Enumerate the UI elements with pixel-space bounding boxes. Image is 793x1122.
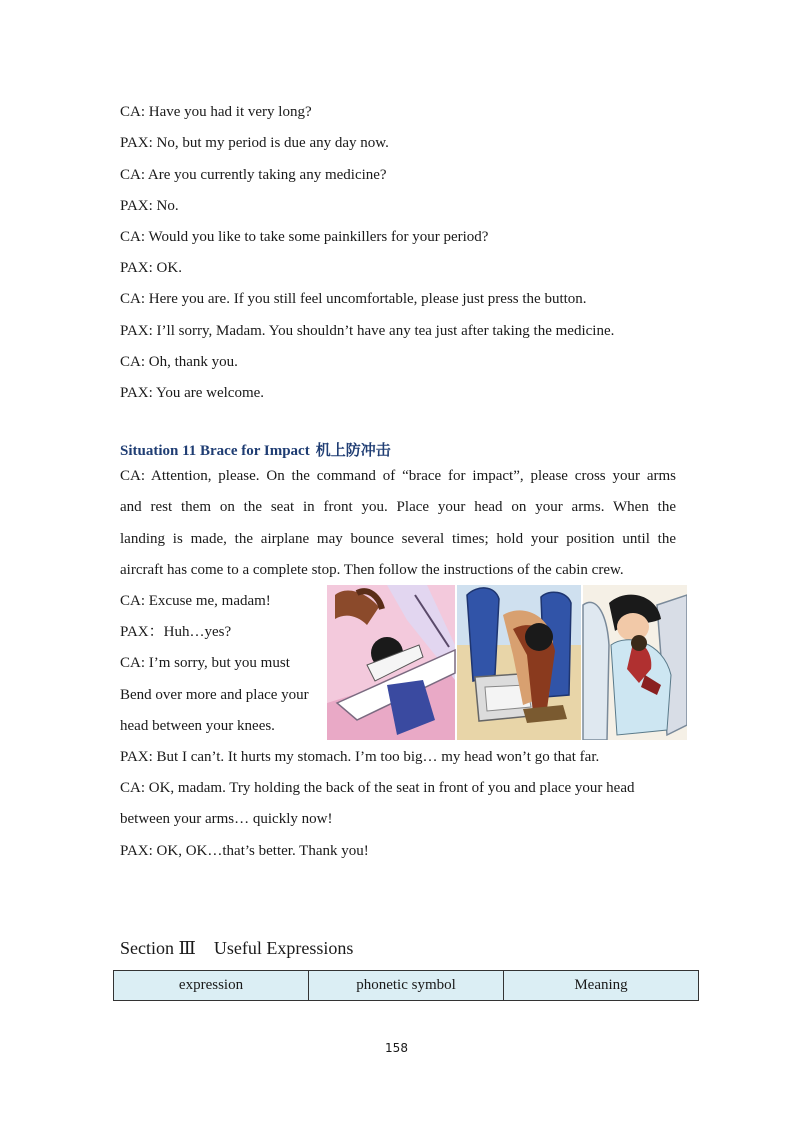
section-title: Useful Expressions — [213, 938, 354, 958]
dialogue-line: CA: Would you like to take some painkillers for your period? — [120, 229, 489, 245]
dialogue-line: PAX: I’ll sorry, Madam. You shouldn’t have any tea just after taking the medicine. — [120, 323, 615, 339]
dialogue-line: CA: Excuse me, madam! — [120, 593, 271, 609]
situation-title-cn: 机上防冲击 — [315, 441, 391, 459]
announcement-line: landing is made, the airplane may bounce several times; hold your position until the — [120, 531, 676, 547]
dialogue-line: CA: OK, madam. Try holding the back of the seat in front of you and place your head — [120, 780, 635, 796]
dialogue-line: PAX: You are welcome. — [120, 385, 265, 401]
brace-panel-bend-forward — [457, 585, 581, 740]
header-meaning: Meaning — [504, 971, 699, 1001]
dialogue-line: CA: Have you had it very long? — [120, 104, 312, 120]
dialogue-line: CA: Here you are. If you still feel uncomfortable, please just press the button. — [120, 291, 587, 307]
dialogue-line: PAX: But I can’t. It hurts my stomach. I’m too big… my head won’t go that far. — [120, 749, 600, 765]
dialogue-line: PAX：Huh…yes? — [120, 624, 232, 640]
dialogue-line: CA: Oh, thank you. — [120, 354, 238, 370]
page-number: 158 — [385, 1041, 408, 1055]
expressions-table — [113, 970, 699, 1001]
announcement-line: CA: Attention, please. On the command of “brace for impact”, please cross your arms — [120, 468, 676, 484]
brace-position-illustration — [327, 585, 687, 740]
announcement-line: and rest them on the seat in front you. Place your head on your arms. When the — [120, 499, 676, 515]
announcement-line: aircraft has come to a complete stop. Then follow the instructions of the cabin crew. — [120, 562, 624, 578]
dialogue-line: PAX: No. — [120, 198, 179, 214]
situation-title: Situation 11 Brace for Impact — [120, 443, 310, 459]
situation-heading — [120, 439, 391, 460]
dialogue-line: CA: Are you currently taking any medicine? — [120, 167, 387, 183]
header-expression: expression — [114, 971, 309, 1001]
section-heading — [120, 938, 353, 959]
dialogue-line: PAX: No, but my period is due any day now. — [120, 135, 389, 151]
dialogue-line: between your arms… quickly now! — [120, 811, 333, 827]
table-header-row — [114, 971, 699, 1001]
dialogue-line: Bend over more and place your — [120, 687, 309, 703]
header-phonetic-symbol: phonetic symbol — [309, 971, 504, 1001]
dialogue-line: PAX: OK. — [120, 260, 182, 276]
dialogue-line: PAX: OK, OK…that’s better. Thank you! — [120, 843, 369, 859]
dialogue-line: CA: I’m sorry, but you must — [120, 655, 290, 671]
dialogue-line: head between your knees. — [120, 718, 275, 734]
brace-panel-arms-crossed — [327, 585, 455, 740]
section-label: Section Ⅲ — [120, 938, 196, 958]
brace-panel-with-infant — [583, 585, 687, 740]
